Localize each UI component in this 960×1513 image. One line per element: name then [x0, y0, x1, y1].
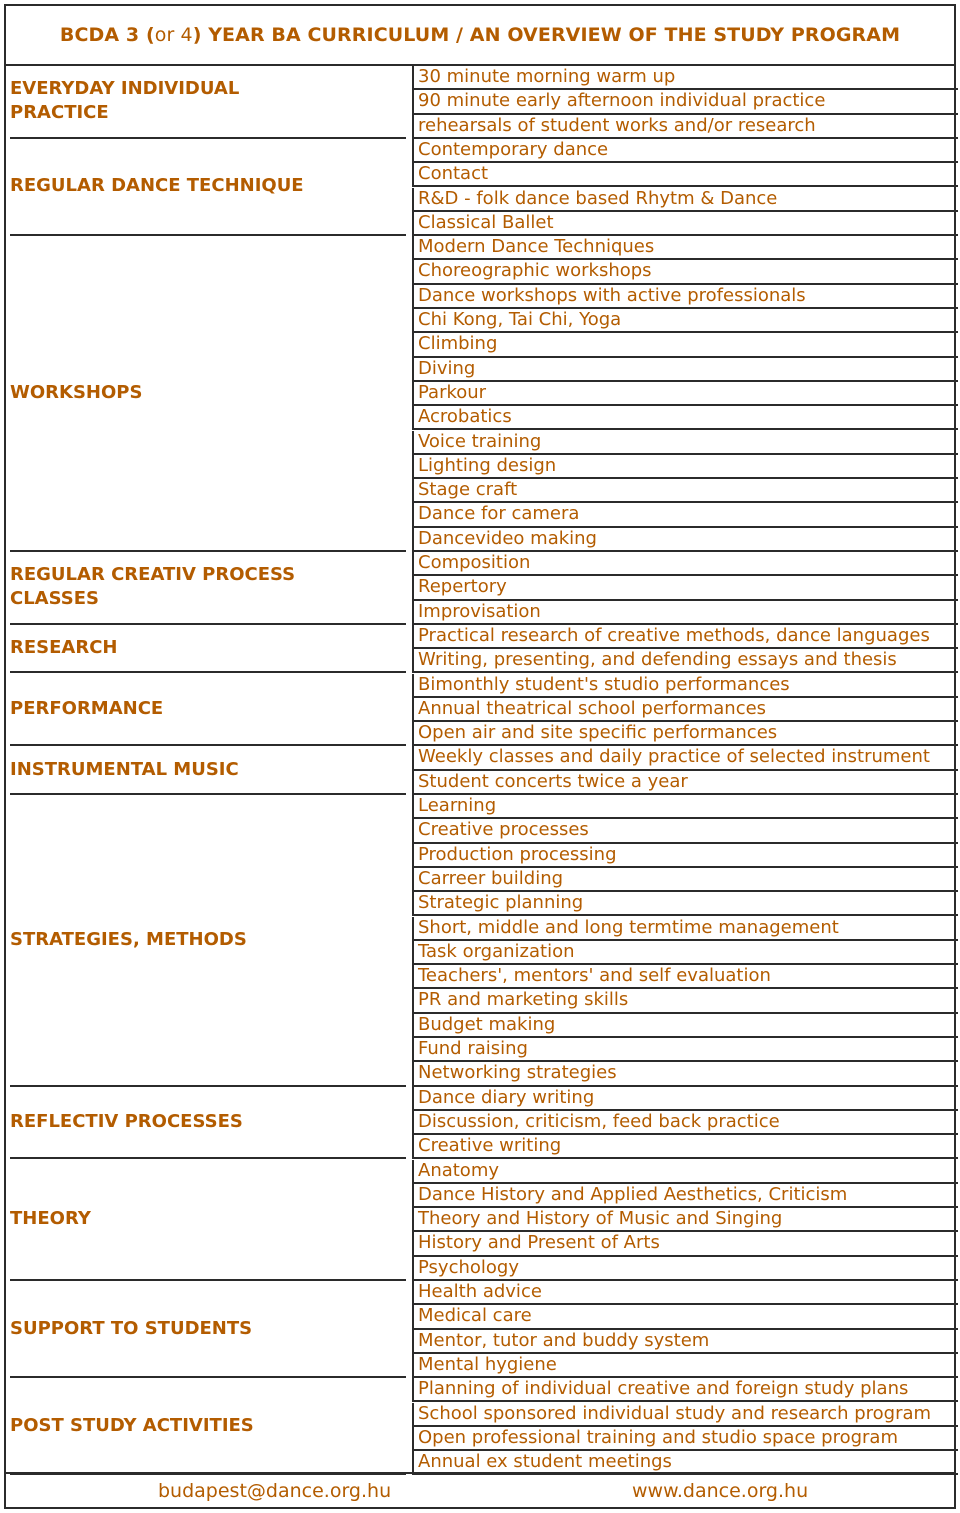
curriculum-item: Practical research of creative methods, dance languages: [412, 625, 958, 649]
curriculum-item: Open air and site specific performances: [412, 722, 958, 746]
curriculum-item: Theory and History of Music and Singing: [412, 1208, 958, 1232]
curriculum-item: Anatomy: [412, 1160, 958, 1184]
curriculum-item: Learning: [412, 795, 958, 819]
curriculum-item: Dance History and Applied Aesthetics, Criticism: [412, 1184, 958, 1208]
curriculum-item: Composition: [412, 552, 958, 576]
category-label: [10, 625, 406, 674]
curriculum-item: Contact: [412, 163, 958, 187]
category-label-text: REGULAR CREATIV PROCESS CLASSES: [10, 564, 296, 610]
category-label: [10, 552, 406, 625]
curriculum-item: Lighting design: [412, 455, 958, 479]
category-label: [10, 66, 406, 139]
curriculum-item: Creative writing: [412, 1135, 958, 1159]
curriculum-item: 90 minute early afternoon individual practice: [412, 90, 958, 114]
curriculum-item: Medical care: [412, 1305, 958, 1329]
category-label-text: THEORY: [10, 1208, 91, 1230]
curriculum-item: Fund raising: [412, 1038, 958, 1062]
curriculum-item: Weekly classes and daily practice of selected instrument: [412, 746, 958, 770]
curriculum-item: Strategic planning: [412, 892, 958, 916]
category-label-text: PERFORMANCE: [10, 697, 164, 719]
curriculum-item: Mental hygiene: [412, 1354, 958, 1378]
category-label-text: SUPPORT TO STUDENTS: [10, 1317, 253, 1339]
curriculum-item: Diving: [412, 358, 958, 382]
category-label: [10, 674, 406, 747]
curriculum-item: Annual ex student meetings: [412, 1451, 958, 1475]
category-label-text: INSTRUMENTAL MUSIC: [10, 758, 239, 780]
curriculum-item: History and Present of Arts: [412, 1232, 958, 1256]
curriculum-item: Student concerts twice a year: [412, 771, 958, 795]
curriculum-item: PR and marketing skills: [412, 989, 958, 1013]
category-label-text: RESEARCH: [10, 637, 118, 659]
curriculum-item: 30 minute morning warm up: [412, 66, 958, 90]
curriculum-item: Planning of individual creative and foreign study plans: [412, 1378, 958, 1402]
curriculum-item: Task organization: [412, 941, 958, 965]
category-label: [10, 1281, 406, 1378]
curriculum-item: Production processing: [412, 844, 958, 868]
title-suffix: ) YEAR BA CURRICULUM / AN OVERVIEW OF THE STUDY PROGRAM: [192, 24, 901, 46]
curriculum-item: Budget making: [412, 1014, 958, 1038]
category-label: [10, 1160, 406, 1282]
curriculum-item: Creative processes: [412, 819, 958, 843]
category-label: [10, 1378, 406, 1475]
curriculum-item: Modern Dance Techniques: [412, 236, 958, 260]
curriculum-item: Dance diary writing: [412, 1087, 958, 1111]
category-label: [10, 1087, 406, 1160]
curriculum-item: rehearsals of student works and/or research: [412, 115, 958, 139]
curriculum-item: Parkour: [412, 382, 958, 406]
curriculum-item: Carreer building: [412, 868, 958, 892]
curriculum-item: Mentor, tutor and buddy system: [412, 1330, 958, 1354]
curriculum-item: Voice training: [412, 431, 958, 455]
curriculum-item: Improvisation: [412, 601, 958, 625]
footer-website-link[interactable]: www.dance.org.hu: [632, 1480, 809, 1502]
curriculum-item: Choreographic workshops: [412, 260, 958, 284]
category-label: [10, 795, 406, 1087]
title-prefix: BCDA 3 (: [59, 24, 155, 46]
category-label-text: REFLECTIV PROCESSES: [10, 1111, 243, 1133]
category-label-text: WORKSHOPS: [10, 382, 143, 404]
curriculum-item: School sponsored individual study and research program: [412, 1403, 958, 1427]
curriculum-item: Classical Ballet: [412, 212, 958, 236]
curriculum-item: Psychology: [412, 1257, 958, 1281]
curriculum-item: Teachers', mentors' and self evaluation: [412, 965, 958, 989]
curriculum-item: Writing, presenting, and defending essays and thesis: [412, 649, 958, 673]
curriculum-item: Annual theatrical school performances: [412, 698, 958, 722]
category-label-text: STRATEGIES, METHODS: [10, 928, 247, 950]
curriculum-item: Climbing: [412, 333, 958, 357]
category-label-text: EVERYDAY INDIVIDUAL PRACTICE: [10, 78, 240, 124]
footer-email-link[interactable]: budapest@dance.org.hu: [158, 1480, 392, 1502]
curriculum-item: Discussion, criticism, feed back practice: [412, 1111, 958, 1135]
curriculum-item: Networking strategies: [412, 1062, 958, 1086]
curriculum-table: [4, 4, 956, 1509]
footer: [6, 1472, 954, 1507]
category-label-text: POST STUDY ACTIVITIES: [10, 1414, 254, 1436]
curriculum-item: Contemporary dance: [412, 139, 958, 163]
curriculum-item: Repertory: [412, 576, 958, 600]
curriculum-item: Dance workshops with active professionals: [412, 285, 958, 309]
curriculum-item: R&D - folk dance based Rhytm & Dance: [412, 188, 958, 212]
curriculum-item: Short, middle and long termtime management: [412, 917, 958, 941]
category-label: [10, 236, 406, 552]
curriculum-item: Open professional training and studio space program: [412, 1427, 958, 1451]
title-or-four: or 4: [154, 24, 193, 46]
category-label: [10, 139, 406, 236]
curriculum-item: Health advice: [412, 1281, 958, 1305]
curriculum-item: Chi Kong, Tai Chi, Yoga: [412, 309, 958, 333]
curriculum-item: Dancevideo making: [412, 528, 958, 552]
curriculum-item: Stage craft: [412, 479, 958, 503]
page-title: [6, 6, 954, 64]
curriculum-item: Dance for camera: [412, 503, 958, 527]
curriculum-item: Bimonthly student's studio performances: [412, 674, 958, 698]
category-label-text: REGULAR DANCE TECHNIQUE: [10, 175, 304, 197]
category-label: [10, 746, 406, 795]
curriculum-item: Acrobatics: [412, 406, 958, 430]
